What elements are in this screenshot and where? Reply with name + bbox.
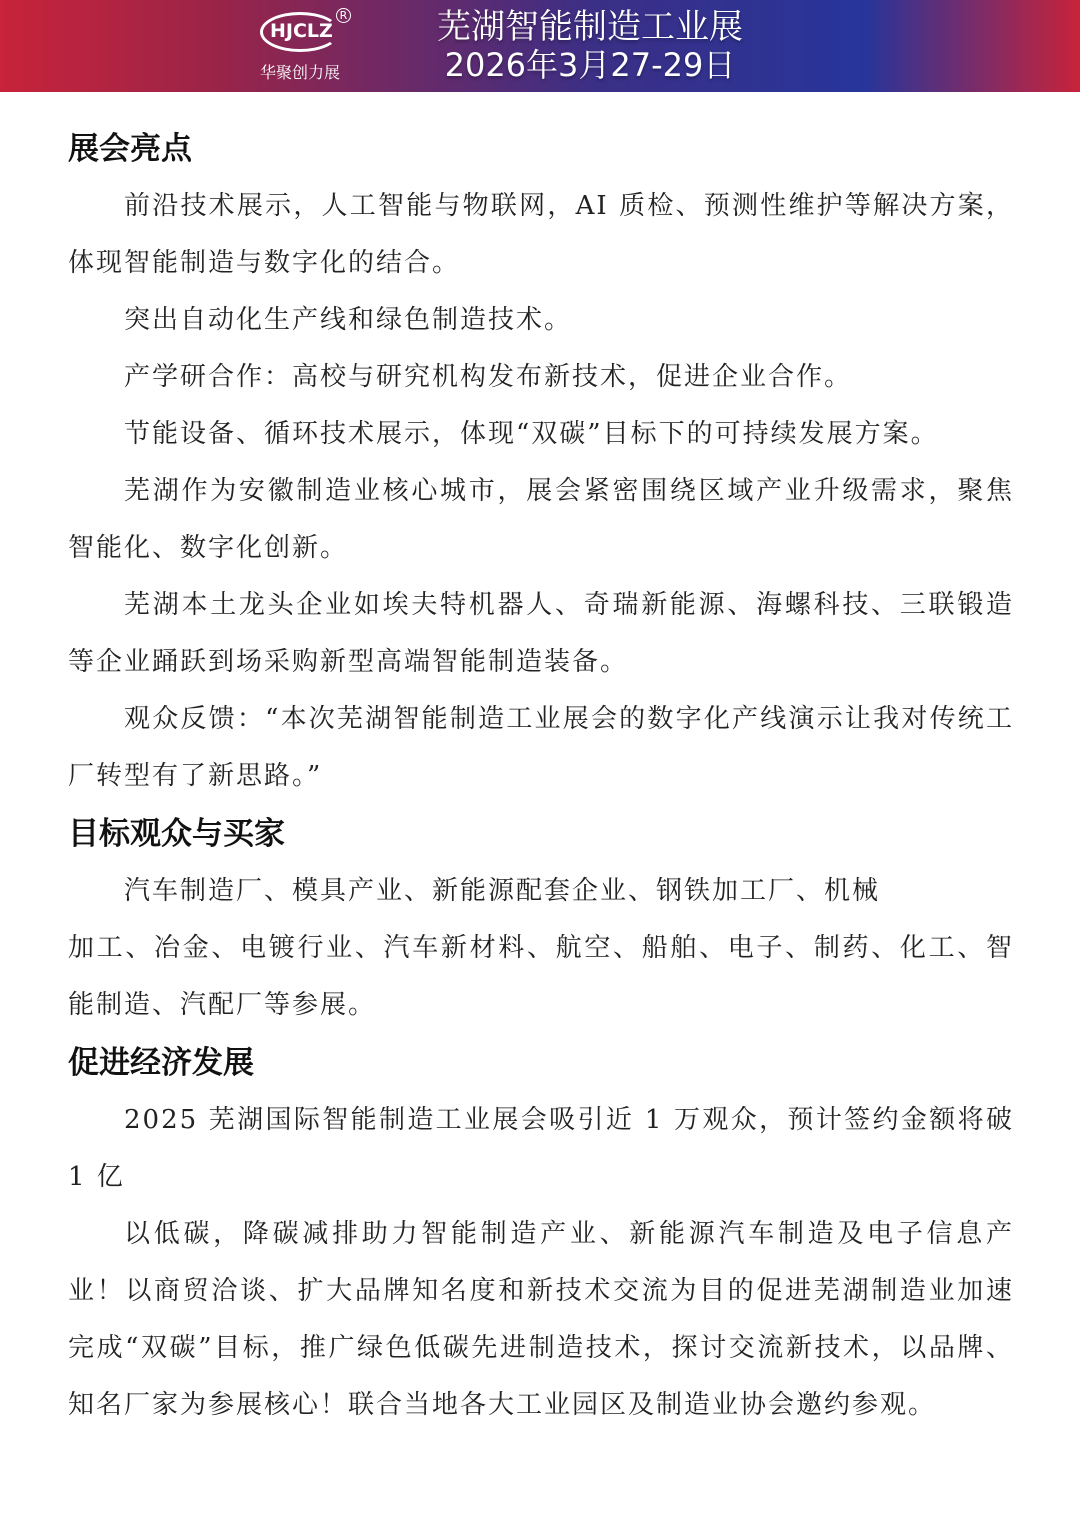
paragraph: 芜湖本土龙头企业如埃夫特机器人、奇瑞新能源、海螺科技、三联锻造等企业踊跃到场采购新型高端智能制造装备。 <box>68 590 1014 677</box>
paragraph: 以低碳，降碳减排助力智能制造产业、新能源汽车制造及电子信息产业！以商贸洽谈、扩大品牌知名度和新技术交流为目的促进芜湖制造业加速完成“双碳”目标，推广绿色低碳先进制造技术，探讨交流新技术，以品牌、知名厂家为参展核心！联合当地各大工业园区及制造业协会邀约参观。 <box>68 1219 1014 1420</box>
paragraph: 产学研合作：高校与研究机构发布新技术，促进企业合作。 <box>124 362 853 392</box>
logo-text: HJCLZ <box>270 20 333 42</box>
paragraph: 观众反馈：“本次芜湖智能制造工业展会的数字化产线演示让我对传统工厂转型有了新思路。” <box>68 704 1014 791</box>
banner-title: 芜湖智能制造工业展 <box>437 7 743 47</box>
header-banner <box>0 0 1080 92</box>
paragraph: 加工、冶金、电镀行业、汽车新材料、航空、船舶、电子、制药、化工、智能制造、汽配厂等参展。 <box>68 933 1014 1020</box>
article-body <box>68 120 1014 1434</box>
hjclz-logo <box>252 8 362 84</box>
logo-subtitle: 华聚创力展 <box>259 63 340 82</box>
registered-mark-icon: R <box>336 8 351 23</box>
paragraph: 芜湖作为安徽制造业核心城市，展会紧密围绕区域产业升级需求，聚焦智能化、数字化创新。 <box>68 476 1014 563</box>
section-heading-audience: 目标观众与买家 <box>68 816 285 852</box>
paragraph: 2025 芜湖国际智能制造工业展会吸引近 1 万观众，预计签约金额将破 1 亿 <box>68 1105 1014 1192</box>
paragraph: 节能设备、循环技术展示，体现“双碳”目标下的可持续发展方案。 <box>124 419 939 449</box>
section-heading-highlights: 展会亮点 <box>68 131 192 167</box>
paragraph: 汽车制造厂、模具产业、新能源配套企业、钢铁加工厂、机械 <box>124 876 881 906</box>
section-heading-economy: 促进经济发展 <box>68 1045 254 1081</box>
paragraph: 前沿技术展示，人工智能与物联网，AI 质检、预测性维护等解决方案，体现智能制造与数字化的结合。 <box>68 191 1014 278</box>
paragraph: 突出自动化生产线和绿色制造技术。 <box>124 305 573 335</box>
banner-date: 2026年3月27-29日 <box>444 46 736 84</box>
